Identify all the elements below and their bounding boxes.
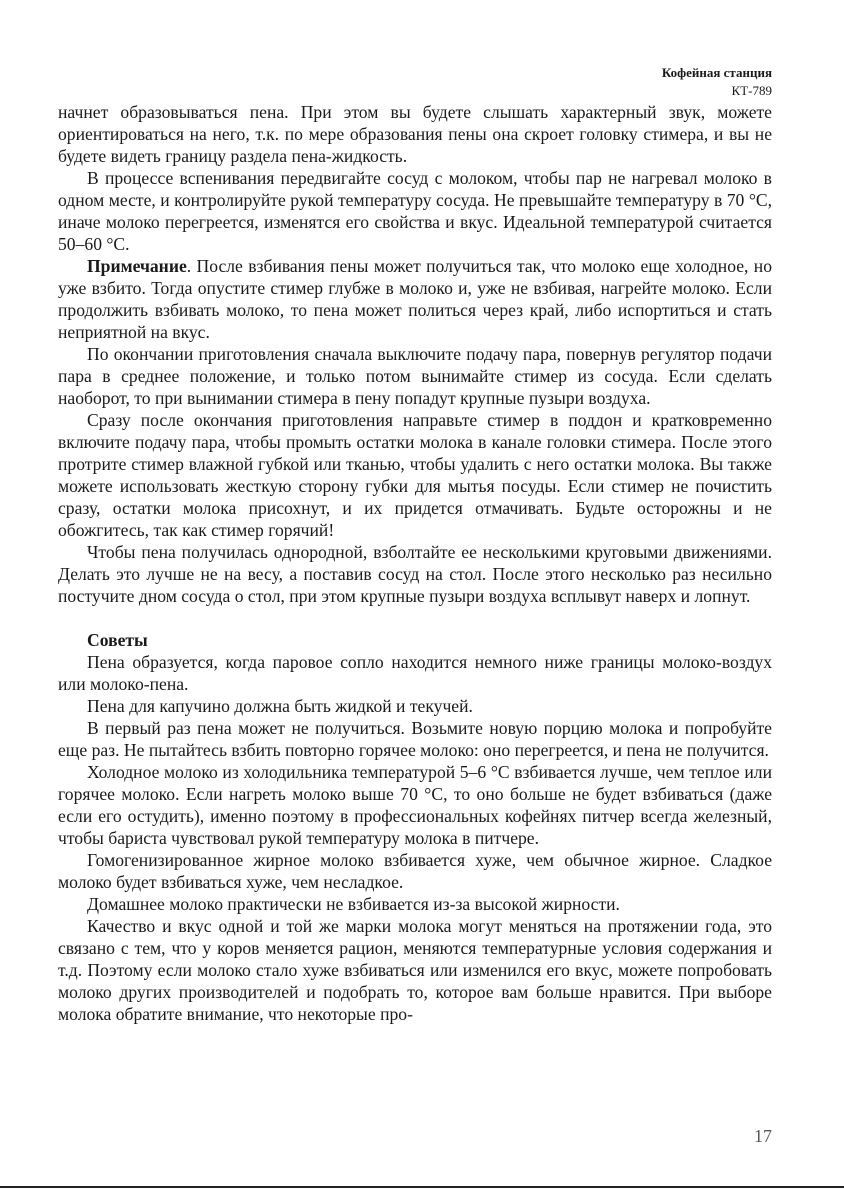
paragraph-note: Примечание. После взбивания пены может получиться так, что молоко еще холодное, но уже взбито. Тогда опустите стимер глубже в молоко и, уже не взбивая, нагрейте молоко. Если продолжить взбивать молоко, то пена может политься через край, либо испортиться и стать неприятной на вкус. [58, 256, 772, 342]
paragraph-uniform-foam: Чтобы пена получилась однородной, взболтайте ее несколькими круговыми движениями. Делать это лучше не на весу, а поставив сосуд на стол. После этого несколько раз несильно постучите дном сосуда о стол, при этом крупные пузыри воздуха всплывут наверх и лопнут. [58, 542, 772, 606]
paragraph-frothing: В процессе вспенивания передвигайте сосуд с молоком, чтобы пар не нагревал молоко в одном месте, и контролируйте рукой температуру сосуда. Не превышайте температуру в 70 °С, иначе молоко перегреется, изменятся его свойства и вкус. Идеальной температурой считается 50–60 °С. [58, 168, 772, 254]
note-text: После взбивания пены может получиться так, что молоко еще холодное, но уже взбито. Тогда опустите стимер глубже в молоко и, уже не взбивая, нагрейте молоко. Если продолжить взбивать молоко, то пена может политься через край, либо испортиться и стать неприятной на вкус. [58, 256, 772, 342]
tip-item: Пена для капучино должна быть жидкой и текучей. [87, 696, 473, 716]
tip-item: Домашнее молоко практически не взбивается из-за высокой жирности. [87, 894, 620, 914]
tips-heading: Советы [87, 630, 148, 650]
model-number: КТ-789 [731, 83, 772, 98]
page-number: 17 [754, 1126, 772, 1146]
bottom-rule [0, 1186, 844, 1188]
paragraph-cleaning: Сразу после окончания приготовления направьте стимер в поддон и кратковременно включите подачу пара, чтобы промыть остатки молока в канале головки стимера. После этого протрите стимер влажной губкой или тканью, чтобы удалить с него остатки молока. Вы также можете использовать жесткую сторону губки для мытья посуды. Если стимер не почистить сразу, остатки молока присохнут, и их придется отмачивать. Будьте осторожны и не обожгитесь, так как стимер горячий! [58, 410, 772, 540]
page-header [662, 64, 772, 100]
note-label: Примечание [87, 256, 187, 276]
tip-item: Гомогенизированное жирное молоко взбивается хуже, чем обычное жирное. Сладкое молоко будет взбиваться хуже, чем несладкое. [58, 850, 772, 892]
tip-item: В первый раз пена может не получиться. Возьмите новую порцию молока и попробуйте еще раз. Не пытайтесь взбить повторно горячее молоко: оно перегреется, и пена не получится. [58, 718, 772, 760]
tip-item: Качество и вкус одной и той же марки молока могут меняться на протяжении года, это связано с тем, что у коров меняется рацион, меняются температурные условия содержания и т.д. Поэтому если молоко стало хуже взбиваться или изменился его вкус, можете попробовать молоко других производителей и подобрать то, которое вам больше нравится. При выборе молока обратите внимание, что некоторые про- [58, 916, 772, 1024]
paragraph-finish: По окончании приготовления сначала выключите подачу пара, повернув регулятор подачи пара в среднее положение, и только потом вынимайте стимер из сосуда. Если сделать наоборот, то при вынимании стимера в пену попадут крупные пузыри воздуха. [58, 344, 772, 408]
page-body [58, 101, 772, 1025]
tip-item: Холодное молоко из холодильника температурой 5–6 °С взбивается лучше, чем теплое или горячее молоко. Если нагреть молоко выше 70 °С, то оно больше не будет взбиваться (даже если его остудить), именно поэтому в профессиональных кофейнях питчер всегда железный, чтобы бариста чувствовал рукой температуру молока в питчере. [58, 762, 772, 848]
document-title: Кофейная станция [661, 65, 772, 80]
paragraph-continuation: начнет образовываться пена. При этом вы будете слышать характерный звук, можете ориентироваться на него, т.к. по мере образования пены она скроет головку стимера, и вы не будете видеть границу раздела пена-жидкость. [58, 102, 772, 166]
tip-item: Пена образуется, когда паровое сопло находится немного ниже границы молоко-воздух или молоко-пена. [58, 652, 772, 694]
